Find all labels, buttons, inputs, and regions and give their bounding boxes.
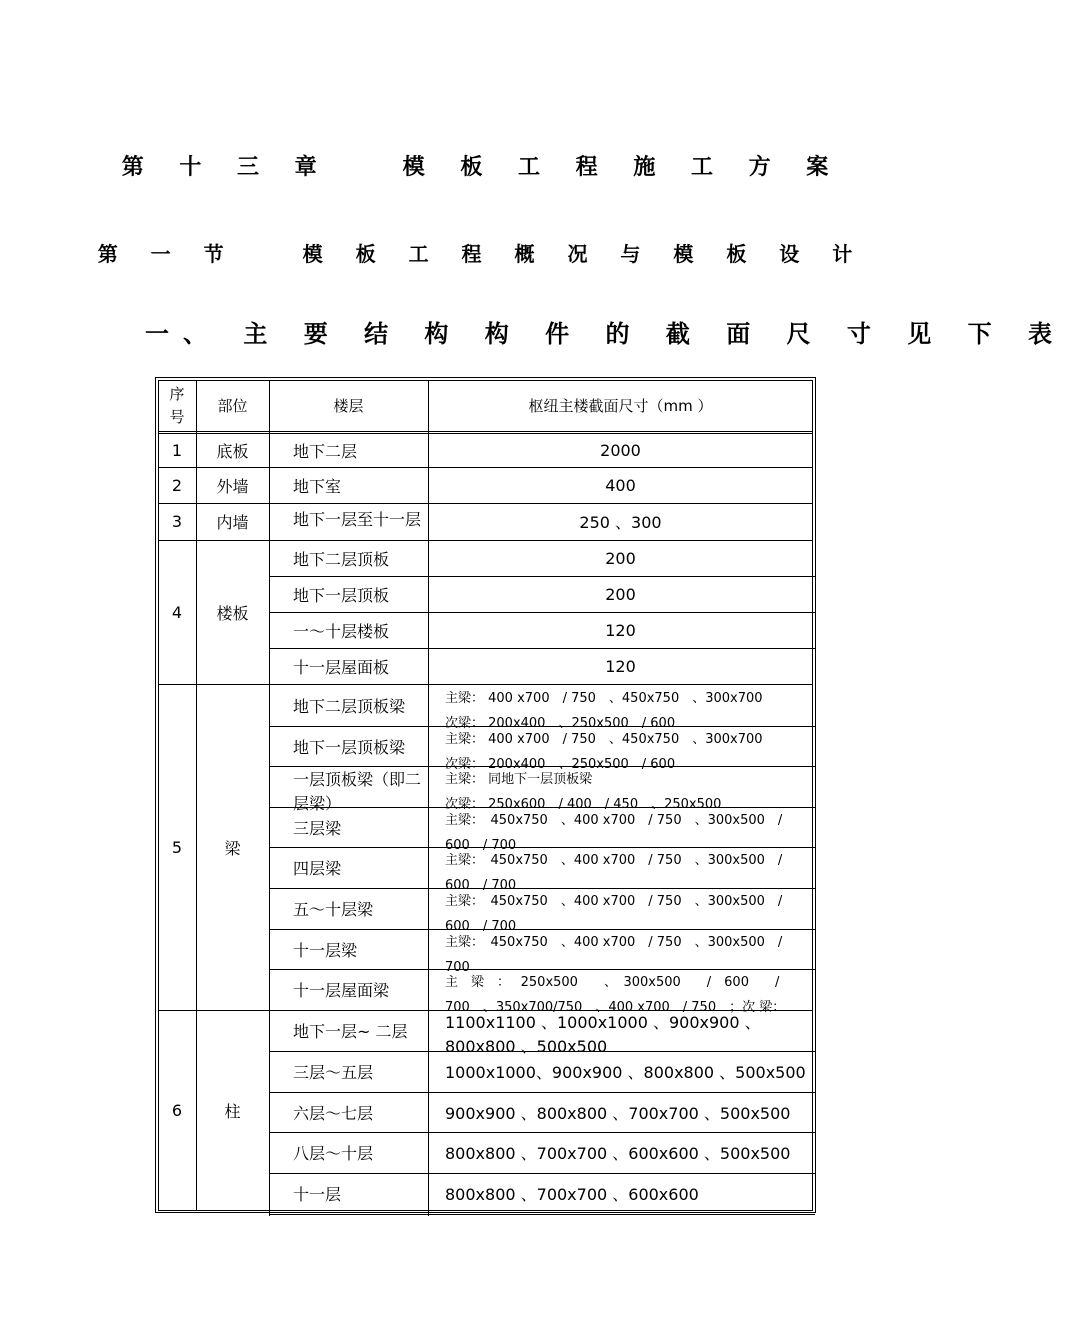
row-floor: 地下二层 bbox=[293, 441, 358, 461]
column-floor: 十一层 bbox=[293, 1185, 342, 1204]
header-seq bbox=[158, 380, 196, 431]
column-floor: 六层～七层 bbox=[293, 1103, 374, 1123]
beam-size-line1: 主梁： 450x750 、400 x700 / 750 、300x500 / bbox=[445, 813, 783, 828]
beam-part: 梁 bbox=[224, 838, 241, 858]
row-size: 2000 bbox=[600, 440, 641, 460]
beam-floor: 四层梁 bbox=[293, 859, 342, 878]
beam-size bbox=[445, 970, 807, 1015]
beam-size-line1: 主梁： 400 x700 / 750 、450x750 、300x700 bbox=[445, 732, 763, 747]
beam-floor: 五～十层梁 bbox=[293, 900, 374, 919]
beam-size-line2: 600 / 700 bbox=[445, 838, 517, 853]
row-part: 底板 bbox=[216, 441, 249, 461]
slab-size: 120 bbox=[605, 620, 636, 640]
beam-size-line1: 主梁： 450x750 、400 x700 / 750 、300x500 / bbox=[445, 894, 783, 909]
beam-floor: 三层梁 bbox=[293, 818, 342, 838]
beam-size-line1: 主梁： 450x750 、400 x700 / 750 、300x500 / bbox=[445, 853, 783, 868]
table-divider bbox=[158, 431, 813, 432]
beam-size bbox=[445, 848, 807, 893]
header-floor: 楼层 bbox=[333, 397, 364, 415]
slab-part: 楼板 bbox=[216, 603, 249, 623]
slab-size: 200 bbox=[605, 548, 636, 568]
beam-size-line2: 700 bbox=[445, 960, 470, 975]
beam-size bbox=[445, 808, 807, 853]
column-floor: 三层～五层 bbox=[293, 1063, 374, 1082]
header-seq-line2: 号 bbox=[169, 407, 185, 426]
column-size: 800x800 、700x700 、600x600 bbox=[445, 1185, 699, 1204]
row-floor: 地下一层至十一层 bbox=[293, 510, 422, 529]
column-floor: 地下一层~ 二层 bbox=[293, 1022, 408, 1041]
row-seq: 3 bbox=[171, 512, 183, 531]
heading-1: 一、 主 要 结 构 构 件 的 截 面 尺 寸 见 下 表 bbox=[145, 320, 1066, 348]
column-seq: 6 bbox=[171, 1101, 183, 1120]
row-seq: 2 bbox=[171, 475, 183, 495]
beam-floor: 地下一层顶板梁 bbox=[293, 737, 406, 757]
row-part: 内墙 bbox=[216, 513, 249, 532]
row-size: 250 、300 bbox=[579, 513, 662, 532]
beam-seq: 5 bbox=[171, 837, 183, 857]
beam-size bbox=[445, 930, 807, 975]
beam-size-line2: 次梁： 250x600 / 400 / 450 、250x500 bbox=[445, 797, 722, 812]
slab-seq: 4 bbox=[171, 602, 183, 622]
slab-floor: 地下二层顶板 bbox=[293, 549, 390, 569]
header-part: 部位 bbox=[217, 397, 248, 415]
beam-size-line1: 主 梁 ： 250x500 、 300x500 / 600 / bbox=[445, 975, 780, 990]
header-size: 枢纽主楼截面尺寸（mm ） bbox=[528, 397, 713, 415]
header-seq-line1: 序 bbox=[169, 384, 185, 403]
slab-floor: 地下一层顶板 bbox=[293, 585, 390, 605]
column-size: 900x900 、800x800 、700x700 、500x500 bbox=[445, 1103, 791, 1123]
slab-floor: 十一层屋面板 bbox=[293, 657, 390, 677]
beam-floor: 十一层梁 bbox=[293, 940, 358, 960]
beam-size-line2: 700 、350x700/750 、400 x700 / 750 ；次 梁： bbox=[445, 1000, 786, 1015]
beam-size-line1: 主梁： 同地下一层顶板梁 bbox=[445, 772, 593, 787]
column-size: 1100x1100 、1000x1000 、900x900 、800x800 、500x500 bbox=[445, 1013, 761, 1056]
beam-size-line1: 主梁： 400 x700 / 750 、450x750 、300x700 bbox=[445, 691, 763, 706]
beam-size-line2: 600 / 700 bbox=[445, 919, 517, 934]
table-divider bbox=[269, 1214, 815, 1215]
row-seq: 1 bbox=[171, 440, 183, 460]
slab-size: 120 bbox=[605, 656, 636, 676]
slab-size: 200 bbox=[605, 584, 636, 604]
slab-floor: 一～十层楼板 bbox=[293, 621, 390, 641]
row-floor: 地下室 bbox=[293, 476, 342, 496]
beam-size-line2: 次梁： 200x400 、250x500 / 600 bbox=[445, 716, 676, 731]
column-size: 1000x1000、900x900 、800x800 、500x500 bbox=[445, 1063, 806, 1082]
beam-size bbox=[445, 767, 807, 812]
chapter-title: 第 十 三 章 模 板 工 程 施 工 方 案 bbox=[121, 155, 843, 180]
beam-size-line2: 次梁： 200x400 、250x500 / 600 bbox=[445, 757, 676, 772]
beam-floor: 地下二层顶板梁 bbox=[293, 696, 406, 716]
column-part: 柱 bbox=[224, 1102, 241, 1121]
section-title: 第 一 节 模 板 工 程 概 况 与 模 板 设 计 bbox=[97, 242, 866, 266]
beam-floor: 一层顶板梁（即二层梁） bbox=[293, 770, 422, 813]
beam-size bbox=[445, 889, 807, 934]
beam-size bbox=[445, 727, 807, 772]
beam-size-line1: 主梁： 450x750 、400 x700 / 750 、300x500 / bbox=[445, 935, 783, 950]
row-part: 外墙 bbox=[216, 476, 249, 496]
column-size: 800x800 、700x700 、600x600 、500x500 bbox=[445, 1144, 791, 1163]
beam-floor: 十一层屋面梁 bbox=[293, 981, 390, 1000]
column-floor: 八层～十层 bbox=[293, 1144, 374, 1163]
row-size: 400 bbox=[605, 475, 636, 495]
beam-size-line2: 600 / 700 bbox=[445, 878, 517, 893]
beam-size bbox=[445, 686, 807, 731]
